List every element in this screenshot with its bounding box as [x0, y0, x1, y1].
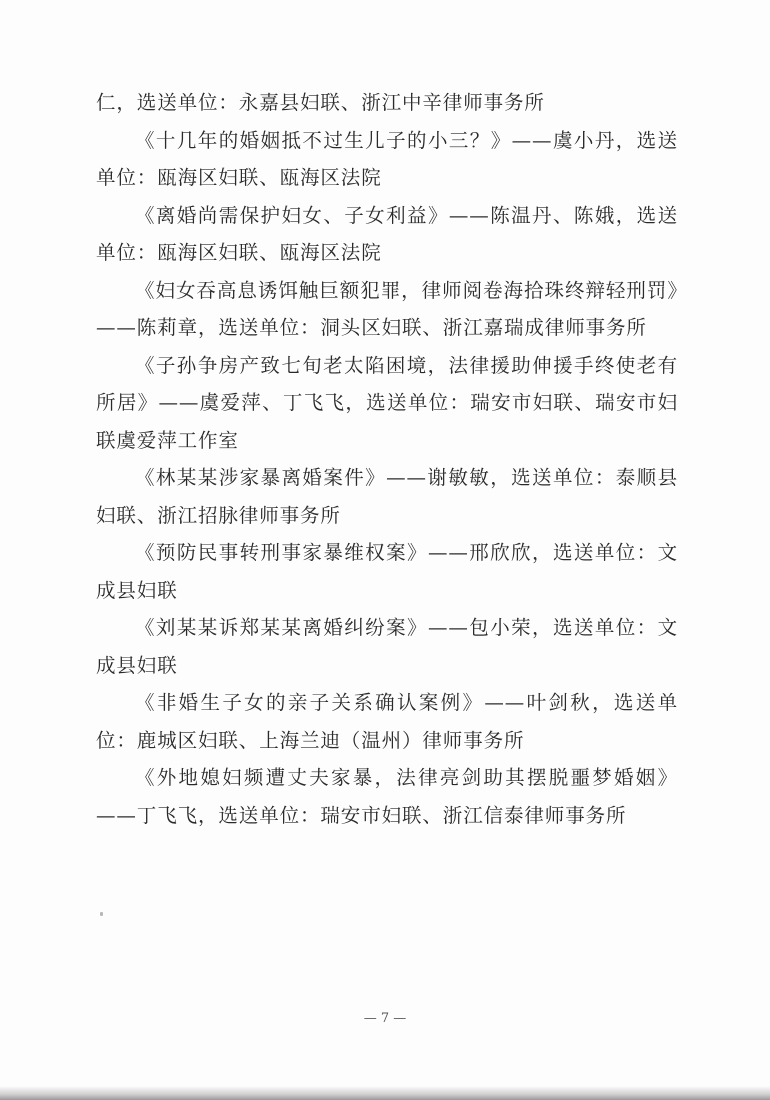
case-entry: 《预防民事转刑事家暴维权案》——邢欣欣，选送单位：文成县妇联: [96, 541, 678, 602]
case-entry: 《妇女吞高息诱饵触巨额犯罪，律师阅卷海拾珠终辩轻刑罚》——陈莉章，选送单位：洞头区妇联、浙江嘉瑞成律师事务所: [96, 278, 678, 339]
document-body: [96, 84, 678, 834]
scan-speck: [100, 912, 103, 916]
case-entry: 《林某某涉家暴离婚案件》——谢敏敏，选送单位：泰顺县妇联、浙江招脉律师事务所: [96, 466, 678, 527]
case-entry: 《非婚生子女的亲子关系确认案例》——叶剑秋，选送单位：鹿城区妇联、上海兰迪（温州）律师事务所: [96, 691, 678, 752]
paragraph-continuation: 仁，选送单位：永嘉县妇联、浙江中辛律师事务所: [96, 91, 545, 114]
case-entry: 《外地媳妇频遭丈夫家暴，法律亮剑助其摆脱噩梦婚姻》——丁飞飞，选送单位：瑞安市妇联、浙江信泰律师事务所: [96, 766, 678, 827]
case-entry: 《离婚尚需保护妇女、子女利益》——陈温丹、陈娥，选送单位：瓯海区妇联、瓯海区法院: [96, 203, 678, 264]
scan-edge-shadow: [0, 1086, 770, 1100]
case-entry: 《刘某某诉郑某某离婚纠纷案》——包小荣，选送单位：文成县妇联: [96, 616, 678, 677]
case-entry: 《子孙争房产致七旬老太陷困境，法律援助伸援手终使老有所居》——虞爱萍、丁飞飞，选送单位：瑞安市妇联、瑞安市妇联虞爱萍工作室: [96, 353, 678, 452]
case-entry: 《十几年的婚姻抵不过生儿子的小三？》——虞小丹，选送单位：瓯海区妇联、瓯海区法院: [96, 128, 678, 189]
page-number: — 7 —: [363, 1011, 407, 1026]
